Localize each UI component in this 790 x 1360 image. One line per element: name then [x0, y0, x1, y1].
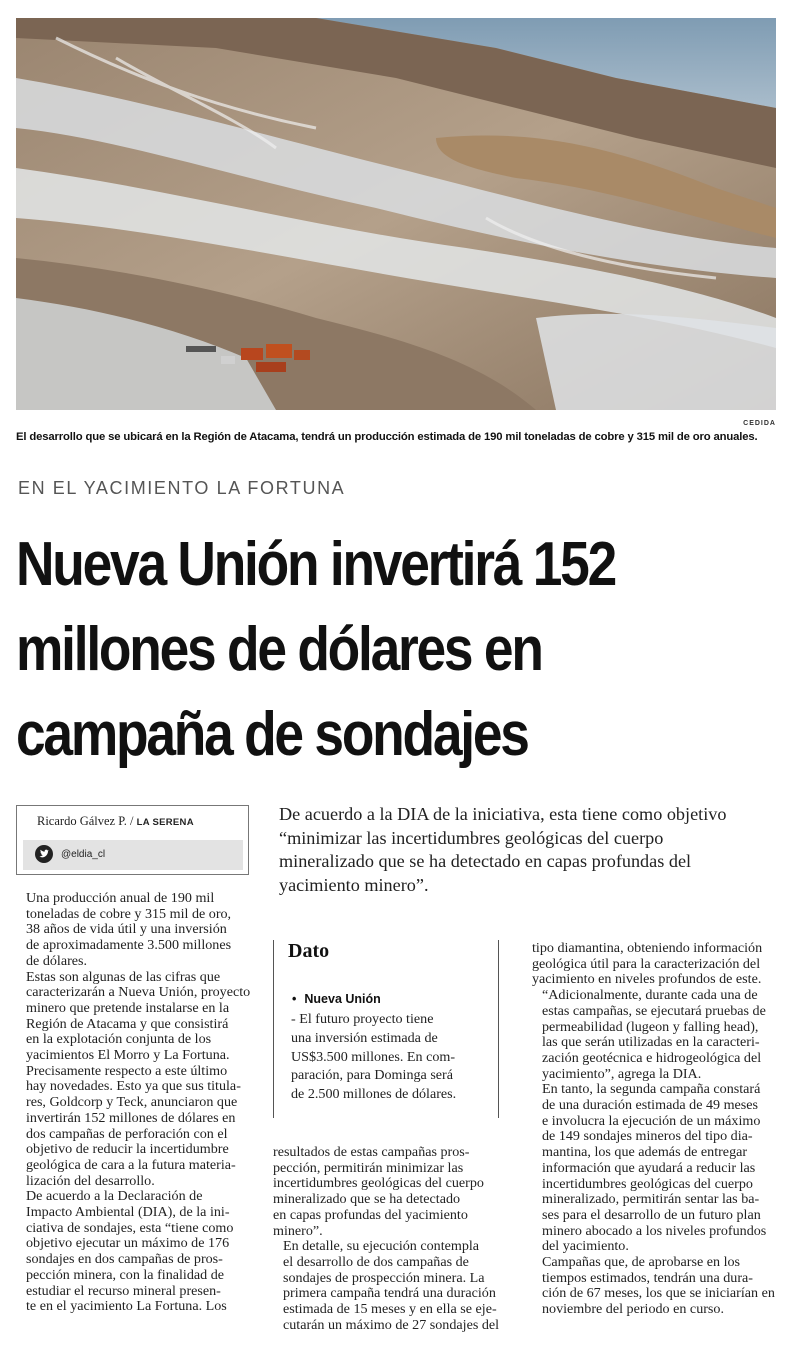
text-line: geológica útil para la caracterización del	[532, 955, 761, 972]
text-line: dos campañas de perforación con el	[26, 1125, 228, 1142]
text-line: geológica de cara a la futura materia-	[26, 1156, 236, 1173]
headline	[16, 522, 790, 777]
text-line: minero que pretende instalarse en la	[26, 999, 230, 1016]
text-line: en la explotación conjunta de los	[26, 1031, 212, 1048]
text-line: incertidumbres geológicas del cuerpo	[273, 1175, 484, 1192]
paragraph	[532, 941, 777, 988]
text-line: yacimientos El Morro y La Fortuna.	[26, 1047, 230, 1064]
text-line: primera campaña tendrá una duración	[283, 1285, 496, 1302]
social-bar[interactable]	[23, 840, 243, 870]
pull-quote-line: “minimizar las incertidumbres geológicas del cuerpo	[279, 827, 664, 848]
author	[37, 814, 194, 829]
text-line: sondajes de prospección minera. La	[283, 1269, 485, 1286]
text-line: de aproximadamente 3.500 millones	[26, 937, 232, 954]
text-line: res, Goldcorp y Teck, anunciaron que	[26, 1094, 238, 1111]
pull-quote-line: yacimiento minero”.	[279, 875, 429, 896]
pull-quote	[279, 803, 779, 898]
dato-subtitle	[292, 992, 381, 1006]
text-line: yacimiento en niveles profundos de este.	[532, 971, 762, 988]
text-line: del yacimiento.	[542, 1238, 629, 1255]
text-line: De acuerdo a la Declaración de	[26, 1188, 203, 1205]
photo-caption: El desarrollo que se ubicará en la Región de Atacama, tendrá un producción estimada de 190 mil toneladas de cobre y 315 mil de oro anuales.	[16, 431, 758, 443]
text-line: en capas profundas del yacimiento	[273, 1206, 468, 1223]
text-line: estas campañas, se ejecutará pruebas de	[542, 1002, 766, 1019]
text-line: toneladas de cobre y 315 mil de oro,	[26, 905, 232, 922]
paragraph	[532, 1255, 777, 1318]
pull-quote-line: De acuerdo a la DIA de la iniciativa, esta tiene como objetivo	[279, 804, 727, 824]
text-line: el desarrollo de dos campañas de	[283, 1253, 469, 1270]
text-line: invertirán 152 millones de dólares en	[26, 1109, 236, 1126]
text-line: minero”.	[273, 1222, 323, 1239]
text-line: e involucra la ejecución de un máximo	[542, 1112, 761, 1129]
text-line: cutarán un máximo de 27 sondajes del	[283, 1316, 500, 1333]
mountain-camp-image	[16, 18, 776, 410]
pull-quote-line: mineralizado que se ha detectado en capas profundas del	[279, 851, 692, 872]
text-line: mantina, los que además de entregar	[542, 1144, 748, 1161]
headline-line: millones de dólares en	[16, 615, 542, 684]
dato-box	[273, 940, 499, 1118]
text-line: estimada de 15 meses y en ella se eje-	[283, 1301, 497, 1318]
text-line: pección minera, con la finalidad de	[26, 1266, 225, 1283]
author-place: LA SERENA	[136, 817, 194, 828]
text-line: Impacto Ambiental (DIA), de la ini-	[26, 1204, 230, 1221]
paragraph	[273, 1145, 499, 1239]
body-column-2	[273, 1145, 499, 1333]
paragraph	[532, 988, 777, 1082]
body-column-3	[532, 941, 777, 1318]
text-line: zación geotécnica e hidrogeológica del	[542, 1049, 762, 1066]
text-line: ción de 67 meses, los que se iniciarían en	[542, 1285, 775, 1302]
text-line: hay novedades. Esto ya que sus titula-	[26, 1078, 241, 1095]
text-line: incertidumbres geológicas del cuerpo	[542, 1175, 753, 1192]
text-line: noviembre del periodo en curso.	[542, 1301, 724, 1318]
text-line: En tanto, la segunda campaña constará	[542, 1081, 761, 1098]
text-line: mineralizado, permitirán sentar las ba-	[542, 1191, 760, 1208]
text-line: lización del desarrollo.	[26, 1172, 155, 1189]
dato-line: una inversión estimada de	[291, 1029, 438, 1046]
paragraph	[532, 1082, 777, 1255]
author-name: Ricardo Gálvez P. /	[37, 814, 134, 828]
text-line: objetivo ejecutar un máximo de 176	[26, 1235, 230, 1252]
paragraph	[273, 1239, 499, 1333]
paragraph	[16, 1064, 240, 1190]
text-line: Estas son algunas de las cifras que	[26, 968, 221, 985]
dato-subtitle-text: Nueva Unión	[304, 992, 381, 1006]
twitter-handle[interactable]: @eldia_cl	[61, 849, 106, 860]
text-line: Región de Atacama y que consistirá	[26, 1015, 229, 1032]
text-line: información que ayudará a reducir las	[542, 1159, 756, 1176]
text-line: tipo diamantina, obteniendo información	[532, 940, 763, 956]
text-line: sondajes en dos campañas de pros-	[26, 1251, 223, 1268]
text-line: permeabilidad (lugeon y falling head),	[542, 1018, 759, 1035]
text-line: Una producción anual de 190 mil	[26, 890, 215, 906]
bullet-icon: •	[292, 992, 297, 1006]
text-line: estudiar el recurso mineral presen-	[26, 1282, 221, 1299]
text-line: Precisamente respecto a este último	[26, 1062, 228, 1079]
text-line: mineralizado que se ha detectado	[273, 1191, 461, 1208]
text-line: Campañas que, de aprobarse en los	[542, 1254, 741, 1271]
twitter-icon[interactable]	[35, 845, 53, 863]
dato-line: de 2.500 millones de dólares.	[291, 1086, 457, 1103]
text-line: minero abocado a los niveles profundos	[542, 1222, 767, 1239]
body-column-1	[16, 890, 251, 1315]
paragraph	[16, 1189, 240, 1315]
dato-line: - El futuro proyecto tiene	[291, 1011, 434, 1027]
dato-line: US$3.500 millones. En com-	[291, 1048, 456, 1065]
text-line: ses para el desarrollo de un futuro plan	[542, 1206, 761, 1223]
text-line: caracterizarán a Nueva Unión, proyecto	[26, 984, 251, 1001]
headline-line: Nueva Unión invertirá 152	[16, 530, 615, 599]
dato-title: Dato	[288, 940, 330, 962]
headline-line: campaña de sondajes	[16, 700, 528, 769]
photo-credit: CEDIDA	[743, 420, 776, 427]
text-line: objetivo de reducir la incertidumbre	[26, 1141, 229, 1158]
text-line: las que serán utilizadas en la caracteri-	[542, 1034, 760, 1051]
text-line: 38 años de vida útil y una inversión	[26, 921, 227, 938]
dato-line: paración, para Dominga será	[291, 1067, 454, 1084]
text-line: de 149 sondajes mineros del tipo dia-	[542, 1128, 753, 1145]
dato-text	[291, 1010, 491, 1104]
text-line: de una duración estimada de 49 meses	[542, 1097, 759, 1114]
text-line: “Adicionalmente, durante cada una de	[542, 987, 758, 1004]
text-line: te en el yacimiento La Fortuna. Los	[26, 1298, 227, 1315]
article-photo	[16, 18, 776, 410]
text-line: En detalle, su ejecución contempla	[283, 1238, 480, 1255]
text-line: tiempos estimados, tendrán una dura-	[542, 1269, 753, 1286]
text-line: de dólares.	[26, 952, 88, 969]
text-line: resultados de estas campañas pros-	[273, 1144, 470, 1160]
text-line: yacimiento”, agrega la DIA.	[542, 1065, 702, 1082]
kicker: EN EL YACIMIENTO LA FORTUNA	[18, 478, 346, 498]
byline-box	[16, 805, 249, 875]
paragraph	[16, 968, 251, 1064]
text-line: ciativa de sondajes, esta “tiene como	[26, 1219, 234, 1236]
text-line: pección, permitirán minimizar las	[273, 1159, 464, 1176]
paragraph	[16, 891, 240, 970]
